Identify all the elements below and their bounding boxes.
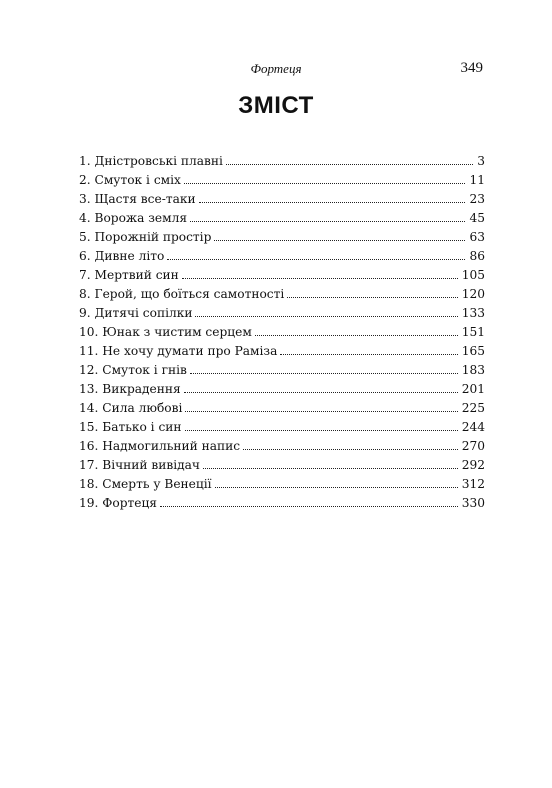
toc-entry-title: 12. Смуток і гнів	[79, 363, 187, 377]
toc-entry-title: 18. Смерть у Венеції	[79, 477, 212, 491]
toc-entry-title: 6. Дивне літо	[79, 249, 165, 263]
toc-entry-title: 19. Фортеця	[79, 496, 157, 510]
toc-dot-leader	[255, 335, 458, 336]
page-number: 349	[460, 60, 483, 76]
toc-entry-page: 330	[461, 496, 485, 510]
toc-entry	[79, 323, 485, 342]
toc-entry-page: 63	[469, 230, 485, 244]
toc-dot-leader	[190, 373, 458, 374]
toc-entry	[79, 209, 485, 228]
toc-entry-title: 5. Порожній простір	[79, 230, 212, 244]
toc-entry	[79, 152, 485, 171]
toc-dot-leader	[226, 164, 473, 165]
toc-entry-page: 45	[469, 211, 485, 225]
toc-entry-page: 3	[477, 154, 485, 168]
toc-heading: ЗМІСТ	[238, 92, 314, 119]
toc-entry-title: 10. Юнак з чистим серцем	[79, 325, 252, 339]
toc-entry-title: 14. Сила любові	[79, 401, 183, 415]
toc-entry-page: 105	[461, 268, 485, 282]
toc-entry	[79, 304, 485, 323]
toc-dot-leader	[199, 202, 466, 203]
toc-entry	[79, 494, 485, 513]
toc-entry-title: 8. Герой, що боїться самотності	[79, 287, 285, 301]
toc-dot-leader	[184, 183, 466, 184]
toc-entry-title: 7. Мертвий син	[79, 268, 179, 282]
toc-dot-leader	[287, 297, 457, 298]
toc-entry-title: 9. Дитячі сопілки	[79, 306, 193, 320]
toc-entry-page: 86	[469, 249, 485, 263]
toc-entry	[79, 456, 485, 475]
running-header	[0, 60, 552, 80]
toc-entry-title: 15. Батько і син	[79, 420, 182, 434]
toc-entry-title: 13. Викрадення	[79, 382, 181, 396]
toc-entry-title: 1. Дністровські плавні	[79, 154, 223, 168]
toc-dot-leader	[182, 278, 458, 279]
toc-dot-leader	[215, 487, 458, 488]
toc-entry-page: 225	[461, 401, 485, 415]
toc-entry-page: 11	[469, 173, 485, 187]
toc-dot-leader	[185, 430, 458, 431]
toc-entry	[79, 266, 485, 285]
toc-entry	[79, 228, 485, 247]
toc-entry	[79, 418, 485, 437]
toc-entry-page: 133	[461, 306, 485, 320]
toc-dot-leader	[167, 259, 465, 260]
toc-entry	[79, 342, 485, 361]
toc-entry	[79, 361, 485, 380]
toc-entry-page: 312	[461, 477, 485, 491]
toc-entry-page: 183	[461, 363, 485, 377]
toc-dot-leader	[160, 506, 458, 507]
toc-entry-page: 120	[461, 287, 485, 301]
toc-entry	[79, 285, 485, 304]
toc-entry-page: 292	[461, 458, 485, 472]
toc-entry-title: 4. Ворожа земля	[79, 211, 188, 225]
toc-entry-page: 270	[461, 439, 485, 453]
toc-dot-leader	[190, 221, 465, 222]
toc-dot-leader	[243, 449, 458, 450]
toc-dot-leader	[203, 468, 458, 469]
toc-dot-leader	[185, 411, 457, 412]
toc-entry	[79, 247, 485, 266]
toc-entry-title: 11. Не хочу думати про Раміза	[79, 344, 278, 358]
table-of-contents	[79, 152, 485, 513]
toc-entry	[79, 399, 485, 418]
toc-dot-leader	[280, 354, 457, 355]
toc-entry	[79, 475, 485, 494]
toc-entry-title: 16. Надмогильний напис	[79, 439, 241, 453]
toc-entry-title: 3. Щастя все-таки	[79, 192, 196, 206]
toc-entry-page: 201	[461, 382, 485, 396]
toc-entry-page: 165	[461, 344, 485, 358]
toc-entry	[79, 171, 485, 190]
toc-dot-leader	[184, 392, 458, 393]
toc-dot-leader	[214, 240, 465, 241]
toc-entry	[79, 437, 485, 456]
toc-dot-leader	[195, 316, 457, 317]
toc-entry-page: 244	[461, 420, 485, 434]
toc-entry-page: 23	[469, 192, 485, 206]
toc-entry-title: 17. Вічний вивідач	[79, 458, 200, 472]
toc-entry	[79, 380, 485, 399]
toc-entry-page: 151	[461, 325, 485, 339]
toc-entry	[79, 190, 485, 209]
toc-entry-title: 2. Смуток і сміх	[79, 173, 181, 187]
running-title: Фортеця	[250, 61, 302, 76]
